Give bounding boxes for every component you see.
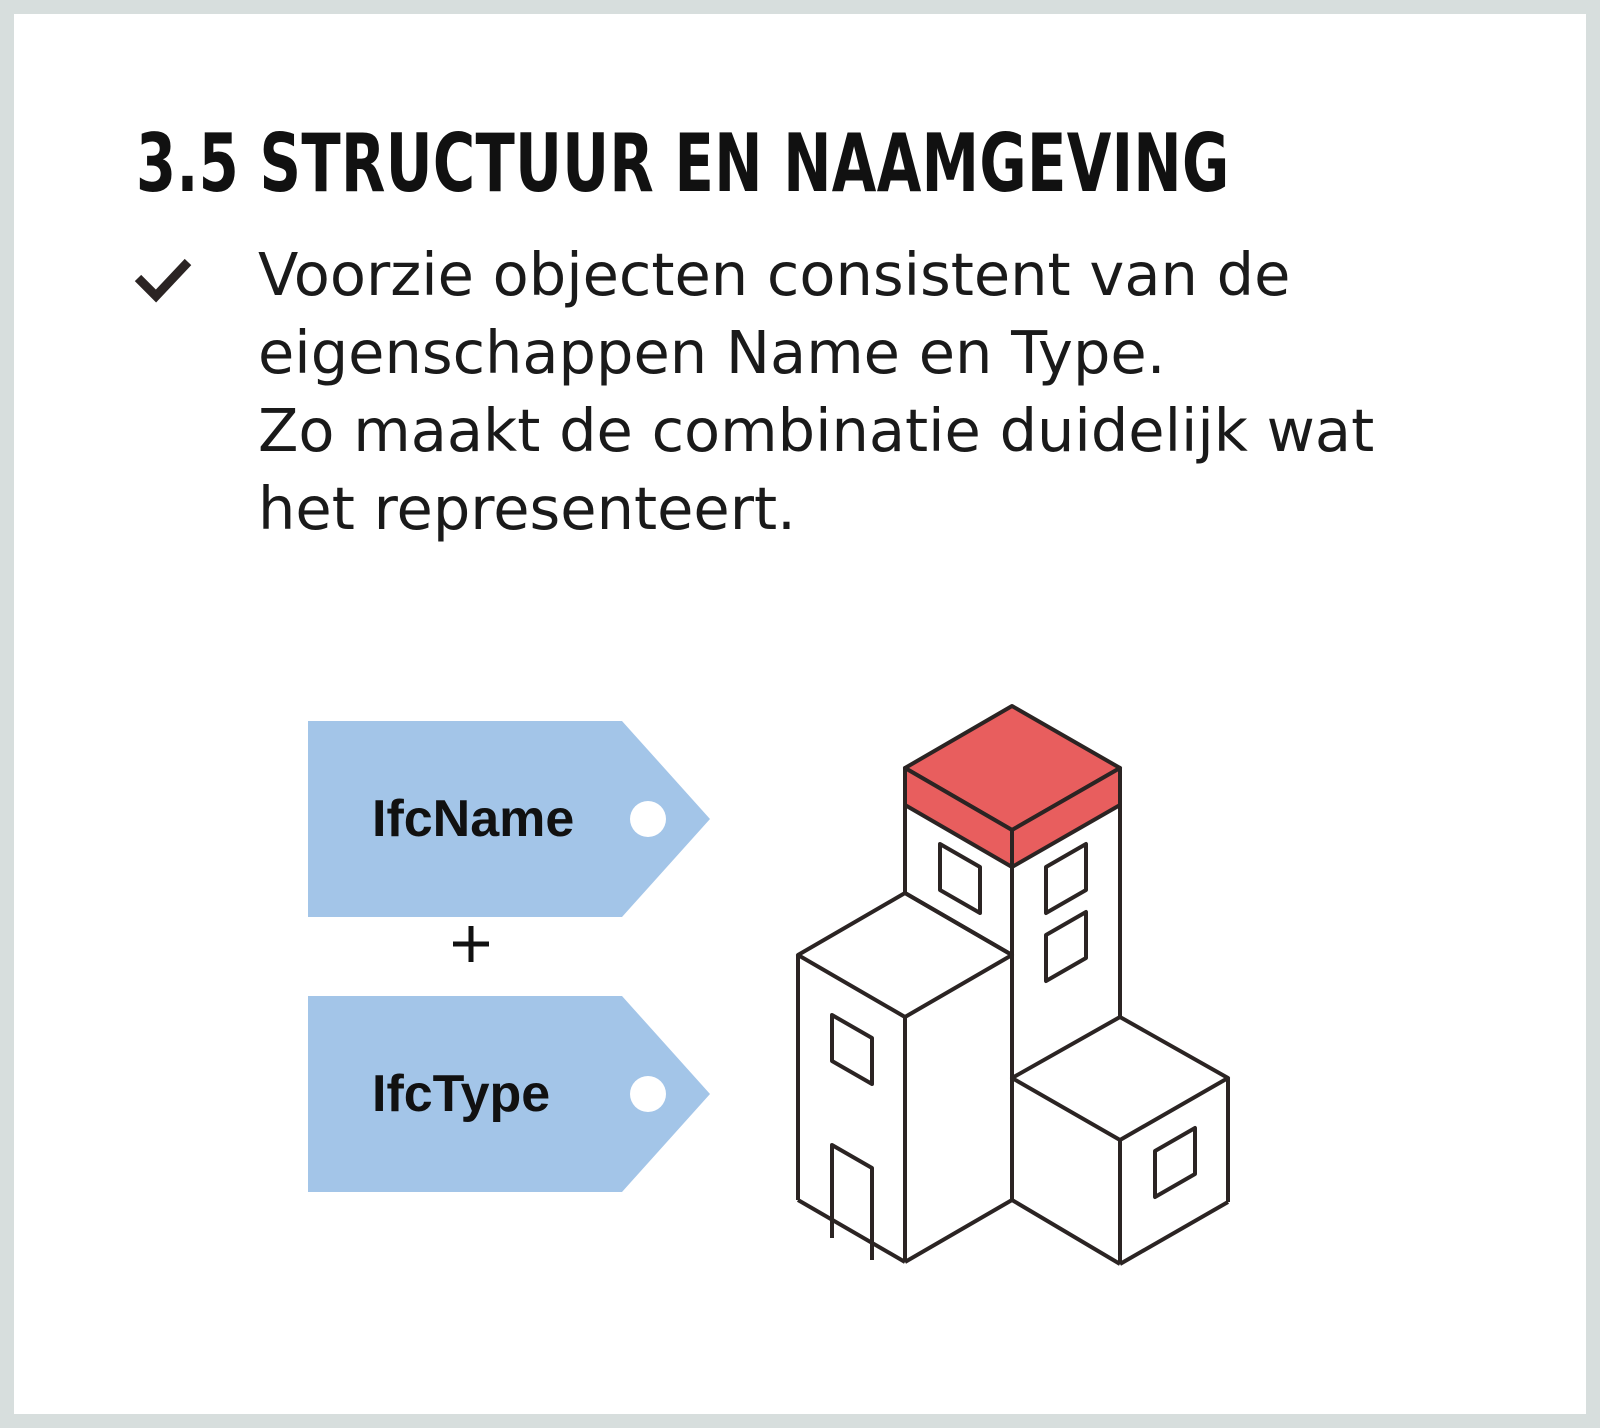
ifctype-label: IfcType <box>372 1065 551 1123</box>
description <box>258 236 1478 548</box>
ifctype-tag <box>308 996 710 1192</box>
description-line: Voorzie objecten consistent van de <box>258 240 1291 309</box>
checkmark-icon <box>134 252 194 312</box>
ifcname-tag <box>308 721 710 917</box>
plus-icon <box>446 920 496 970</box>
buildings-icon <box>780 690 1250 1280</box>
description-line: het representeert. <box>258 474 796 543</box>
description-line: Zo maakt de combinatie duidelijk wat <box>258 396 1375 465</box>
description-line: eigenschappen Name en Type. <box>258 318 1166 387</box>
ifcname-label: IfcName <box>372 790 575 848</box>
page-title: 3.5 STRUCTUUR EN NAAMGEVING <box>136 117 1230 210</box>
